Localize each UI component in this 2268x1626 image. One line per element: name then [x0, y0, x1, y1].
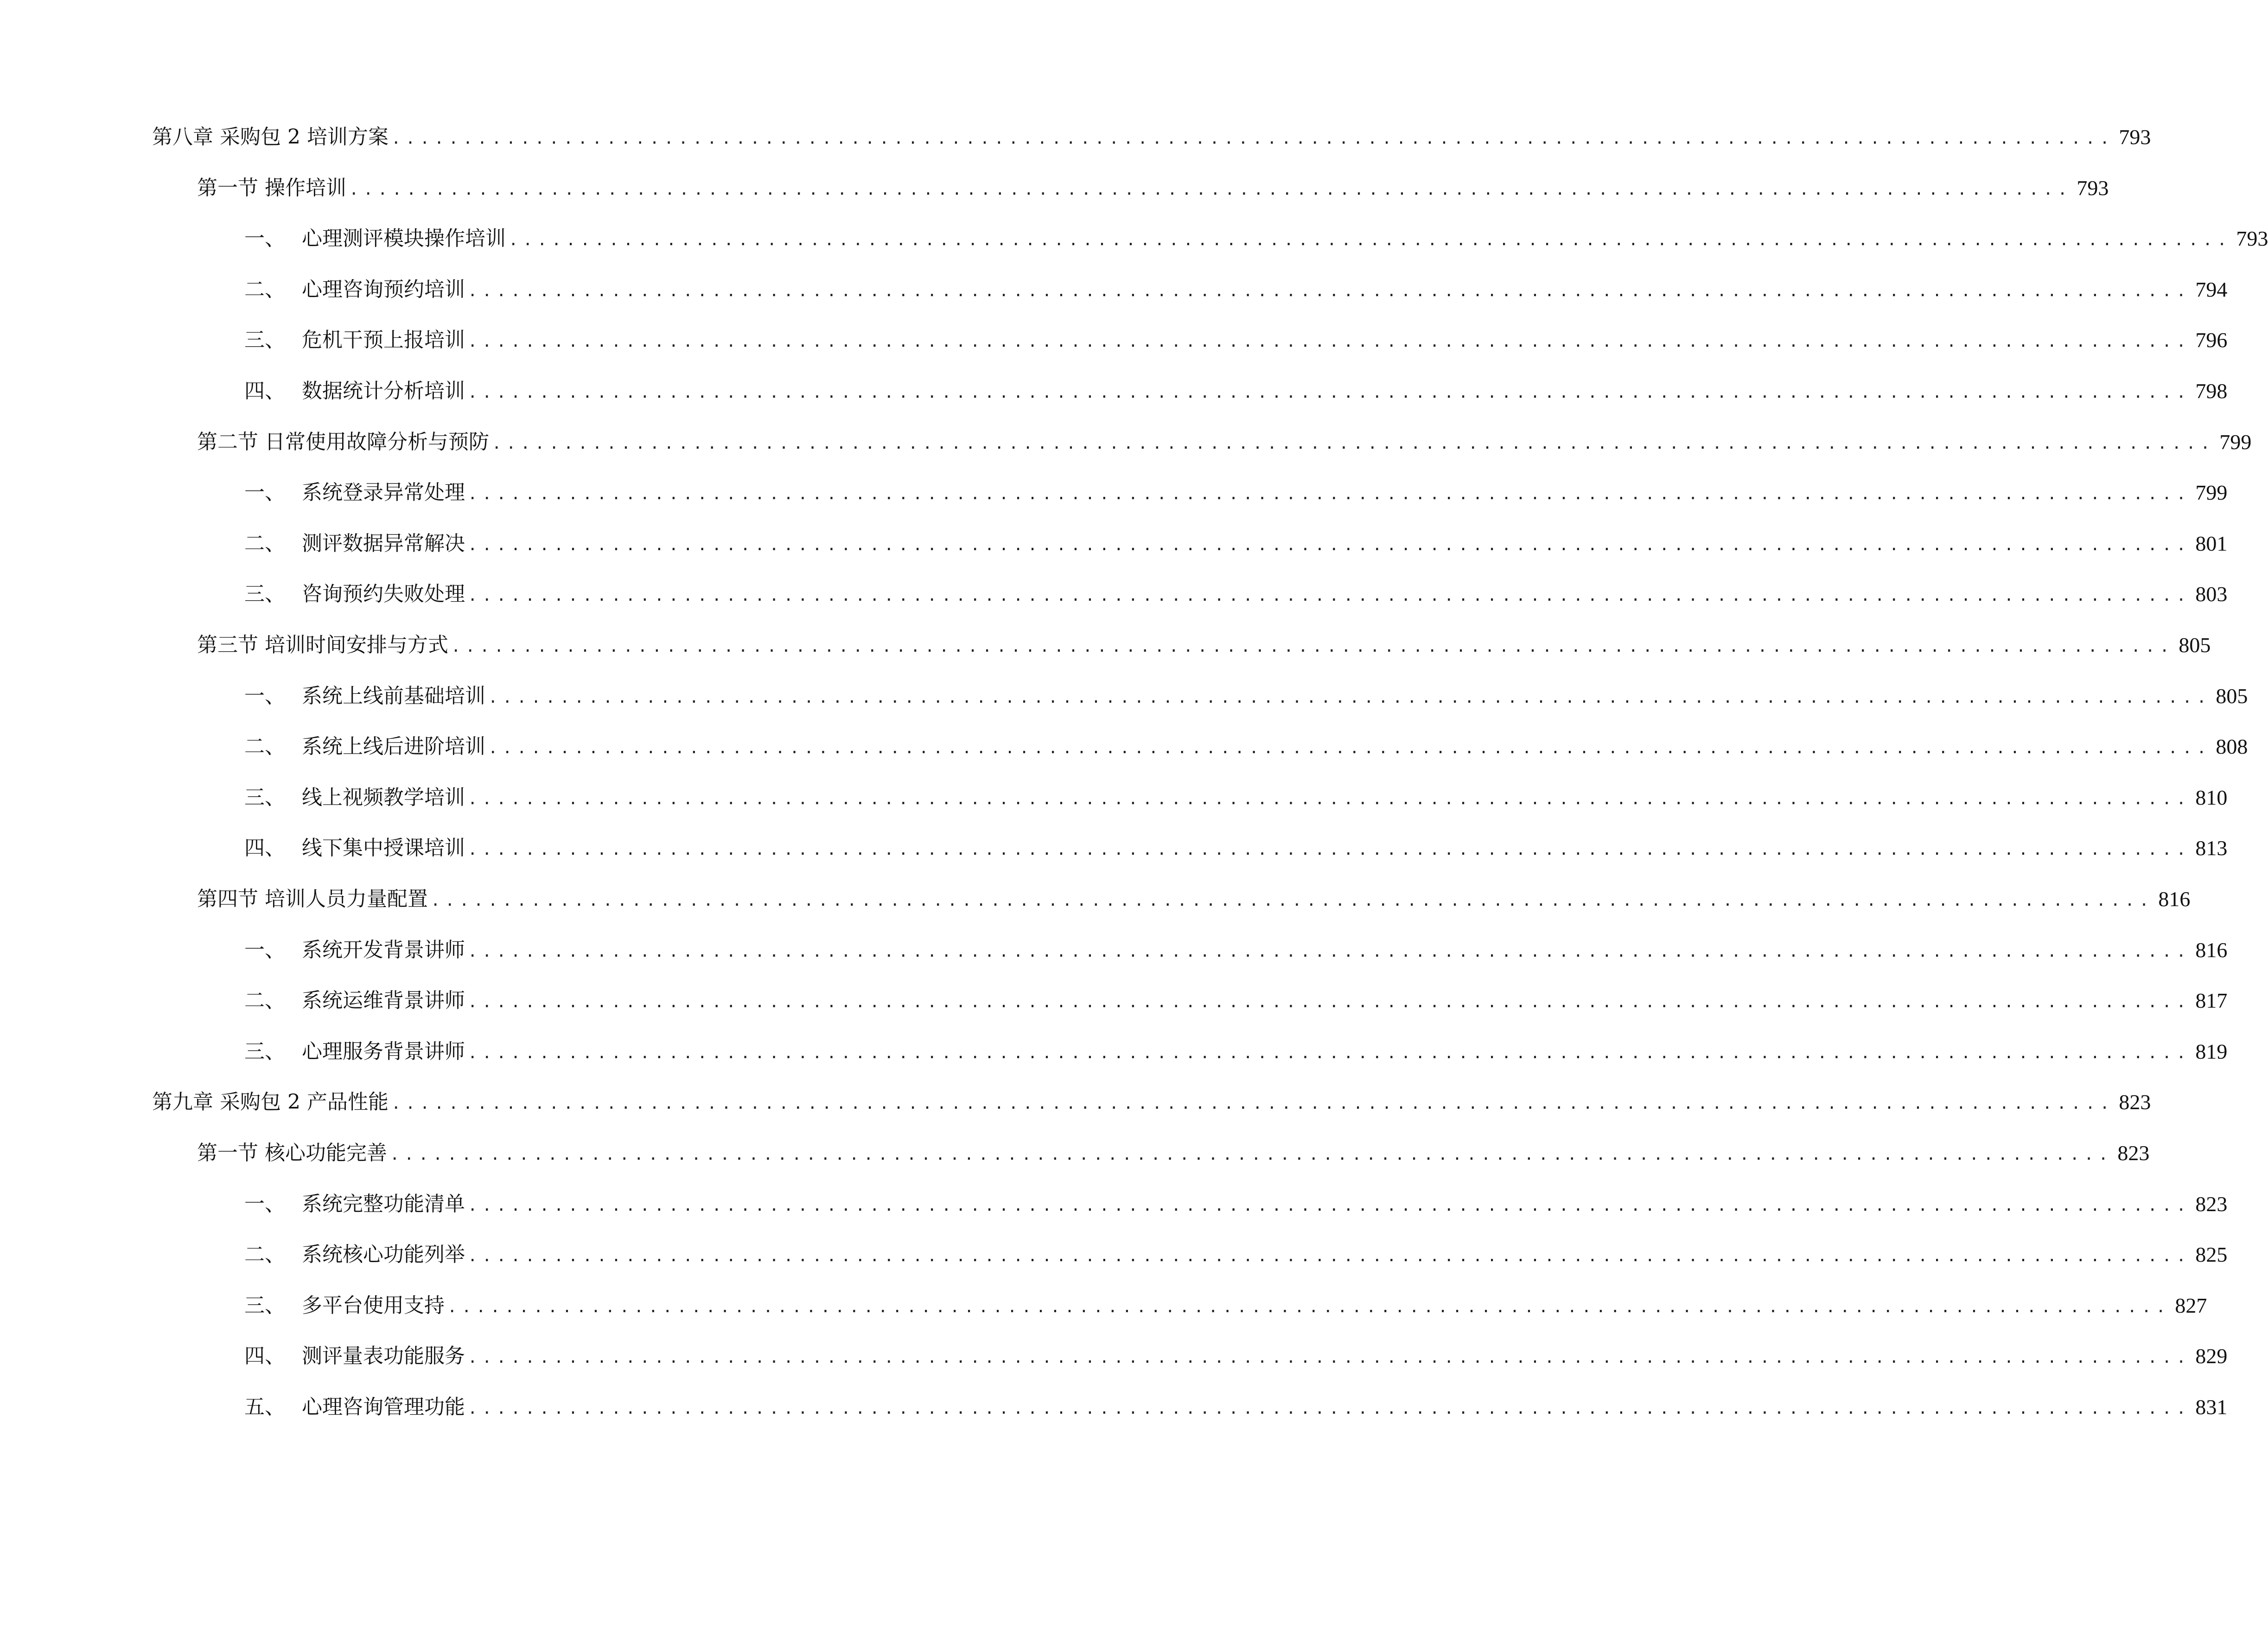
- toc-dot-leader: ........................................................................................................................: [391, 1094, 2115, 1113]
- toc-page-number: 823: [2195, 1192, 2228, 1216]
- toc-entry-label: [244, 1389, 468, 1426]
- toc-entry-marker: 四、: [244, 1344, 285, 1368]
- toc-dot-leader: ........................................................................................................................: [468, 1348, 2191, 1367]
- toc-entry-title: 系统上线后进阶培训: [302, 735, 485, 758]
- toc-entry[interactable]: [244, 220, 2268, 257]
- toc-entry-title: 心理测评模块操作培训: [302, 227, 506, 250]
- toc-entry-label: [197, 170, 349, 207]
- toc-page-number: 793: [2077, 176, 2109, 200]
- toc-page-number: 798: [2195, 379, 2228, 403]
- toc-entry[interactable]: [244, 271, 2228, 308]
- toc-entry-title: 心理咨询预约培训: [302, 278, 465, 301]
- toc-entry[interactable]: [244, 932, 2228, 969]
- toc-entry[interactable]: [244, 322, 2228, 359]
- toc-entry-label: [244, 525, 468, 562]
- toc-dot-leader: ........................................................................................................................: [468, 993, 2191, 1011]
- toc-dot-leader: ........................................................................................................................: [468, 485, 2191, 503]
- toc-page-number: 816: [2195, 938, 2228, 962]
- toc-page-number: 799: [2219, 430, 2252, 454]
- toc-entry-title: 第一节 操作培训: [197, 176, 346, 200]
- toc-entry-marker: 二、: [244, 532, 285, 555]
- toc-entry-title: 测评量表功能服务: [302, 1344, 465, 1368]
- toc-entry[interactable]: [244, 830, 2228, 867]
- toc-entry-title: 第九章 采购包 2 产品性能: [152, 1090, 389, 1114]
- toc-entry-marker: 二、: [244, 278, 285, 301]
- toc-entry[interactable]: [244, 1287, 2207, 1324]
- toc-dot-leader: ........................................................................................................................: [468, 536, 2191, 554]
- toc-entry-label: [244, 576, 468, 613]
- toc-entry-label: [244, 271, 468, 308]
- toc-page-number: 817: [2195, 989, 2228, 1012]
- toc-page-number: 816: [2158, 887, 2191, 911]
- toc-dot-leader: ........................................................................................................................: [468, 840, 2191, 859]
- toc-page-number: 793: [2236, 227, 2268, 250]
- toc-page-number: 801: [2195, 532, 2228, 555]
- toc-entry-title: 系统开发背景讲师: [302, 938, 465, 962]
- toc-page-number: 794: [2195, 278, 2228, 301]
- toc-entry-label: [197, 881, 431, 918]
- toc-entry-label: [152, 1084, 391, 1121]
- toc-dot-leader: ........................................................................................................................: [468, 282, 2191, 300]
- toc-dot-leader: ........................................................................................................................: [488, 739, 2211, 757]
- toc-entry-title: 多平台使用支持: [302, 1294, 445, 1317]
- toc-entry-title: 危机干预上报培训: [302, 328, 465, 352]
- toc-page-number: 799: [2195, 481, 2228, 504]
- toc-entry-title: 咨询预约失败处理: [302, 582, 465, 606]
- toc-entry-marker: 二、: [244, 735, 285, 758]
- toc-entry[interactable]: [244, 779, 2228, 816]
- toc-dot-leader: ........................................................................................................................: [468, 942, 2191, 961]
- toc-entry[interactable]: [197, 881, 2191, 918]
- toc-entry-label: [244, 220, 509, 257]
- toc-page-number: 805: [2216, 684, 2248, 708]
- toc-entry-label: [244, 1236, 468, 1273]
- toc-entry-title: 第八章 采购包 2 培训方案: [152, 125, 389, 149]
- toc-entry-title: 数据统计分析培训: [302, 379, 465, 403]
- toc-page-number: 813: [2195, 836, 2228, 860]
- toc-dot-leader: ........................................................................................................................: [468, 1247, 2191, 1265]
- toc-dot-leader: ........................................................................................................................: [488, 688, 2211, 707]
- toc-entry-title: 第二节 日常使用故障分析与预防: [197, 430, 489, 454]
- toc-page-number: 823: [2117, 1141, 2150, 1165]
- toc-entry[interactable]: [244, 1236, 2228, 1273]
- toc-entry-marker: 三、: [244, 328, 285, 352]
- toc-entry-label: [244, 1186, 468, 1223]
- toc-dot-leader: ........................................................................................................................: [468, 586, 2191, 605]
- toc-dot-leader: ........................................................................................................................: [451, 637, 2174, 656]
- toc-entry-title: 第一节 核心功能完善: [197, 1141, 387, 1165]
- toc-entry-label: [244, 728, 488, 765]
- toc-entry-marker: 五、: [244, 1395, 285, 1419]
- toc-entry[interactable]: [244, 474, 2228, 511]
- toc-entry-marker: 一、: [244, 481, 285, 504]
- toc-entry-marker: 三、: [244, 786, 285, 809]
- toc-entry[interactable]: [244, 525, 2228, 562]
- toc-entry-marker: 一、: [244, 1192, 285, 1216]
- toc-entry[interactable]: [197, 170, 2109, 207]
- toc-entry-marker: 四、: [244, 836, 285, 860]
- toc-dot-leader: ........................................................................................................................: [390, 1145, 2113, 1164]
- toc-entry[interactable]: [244, 1033, 2228, 1070]
- toc-entry-label: [244, 830, 468, 867]
- toc-entry[interactable]: [197, 1135, 2150, 1172]
- toc-dot-leader: ........................................................................................................................: [492, 434, 2215, 453]
- toc-dot-leader: ........................................................................................................................: [468, 383, 2191, 402]
- toc-page-number: 825: [2195, 1243, 2228, 1266]
- toc-dot-leader: ........................................................................................................................: [349, 180, 2072, 199]
- toc-entry[interactable]: [244, 1338, 2228, 1375]
- toc-entry-title: 第四节 培训人员力量配置: [197, 887, 428, 911]
- toc-page-number: 805: [2179, 633, 2211, 657]
- toc-entry-label: [244, 678, 488, 715]
- toc-entry-label: [197, 424, 492, 461]
- toc-dot-leader: ........................................................................................................................: [431, 891, 2154, 910]
- toc-entry-title: 测评数据异常解决: [302, 532, 465, 555]
- toc-entry-marker: 一、: [244, 227, 285, 250]
- toc-entry-label: [244, 932, 468, 969]
- toc-entry[interactable]: [244, 982, 2228, 1019]
- toc-entry-title: 第三节 培训时间安排与方式: [197, 633, 448, 657]
- toc-entry[interactable]: [197, 627, 2211, 664]
- toc-page-number: 796: [2195, 328, 2228, 352]
- toc-entry-marker: 二、: [244, 989, 285, 1012]
- toc-dot-leader: ........................................................................................................................: [447, 1298, 2171, 1316]
- toc-page-number: 831: [2195, 1395, 2228, 1419]
- toc-page-number: 827: [2175, 1294, 2207, 1317]
- toc-entry-title: 系统运维背景讲师: [302, 989, 465, 1012]
- toc-page-number: 829: [2195, 1344, 2228, 1368]
- toc-entry-label: [244, 1338, 468, 1375]
- toc-entry[interactable]: [244, 1389, 2228, 1426]
- toc-page-number: 819: [2195, 1040, 2228, 1063]
- toc-dot-leader: ........................................................................................................................: [468, 332, 2191, 351]
- toc-entry-marker: 一、: [244, 938, 285, 962]
- toc-dot-leader: ........................................................................................................................: [468, 1399, 2191, 1418]
- toc-entry-marker: 三、: [244, 1040, 285, 1063]
- toc-entry-marker: 一、: [244, 684, 285, 708]
- toc-entry[interactable]: [197, 424, 2252, 461]
- toc-dot-leader: ........................................................................................................................: [509, 231, 2232, 249]
- toc-entry[interactable]: [244, 576, 2228, 613]
- toc-entry-marker: 三、: [244, 1294, 285, 1317]
- toc-page-number: 808: [2216, 735, 2248, 758]
- toc-entry-title: 线上视频教学培训: [302, 786, 465, 809]
- toc-entry[interactable]: [244, 1186, 2228, 1223]
- toc-entry[interactable]: [244, 373, 2228, 410]
- toc-entry-title: 线下集中授课培训: [302, 836, 465, 860]
- toc-entry-marker: 二、: [244, 1243, 285, 1266]
- toc-dot-leader: ........................................................................................................................: [468, 1044, 2191, 1062]
- toc-entry-title: 系统完整功能清单: [302, 1192, 465, 1216]
- toc-page-number: 803: [2195, 582, 2228, 606]
- toc-entry-title: 系统核心功能列举: [302, 1243, 465, 1266]
- toc-page-number: 823: [2119, 1090, 2151, 1114]
- toc-entry-label: [197, 627, 451, 664]
- toc-entry-label: [244, 779, 468, 816]
- toc-entry-label: [152, 119, 391, 156]
- toc-entry[interactable]: [244, 678, 2248, 715]
- toc-entry-label: [244, 322, 468, 359]
- toc-entry-title: 心理咨询管理功能: [302, 1395, 465, 1419]
- toc-entry-label: [244, 1033, 468, 1070]
- toc-entry-title: 心理服务背景讲师: [302, 1040, 465, 1063]
- toc-entry-title: 系统上线前基础培训: [302, 684, 485, 708]
- toc-dot-leader: ........................................................................................................................: [468, 1196, 2191, 1215]
- toc-entry[interactable]: [152, 119, 2151, 156]
- toc-page-number: 793: [2119, 125, 2151, 149]
- toc-entry-label: [197, 1135, 390, 1172]
- toc-entry-label: [244, 373, 468, 410]
- toc-entry-marker: 三、: [244, 582, 285, 606]
- toc-entry[interactable]: [244, 728, 2248, 765]
- toc-page-number: 810: [2195, 786, 2228, 809]
- toc-entry-marker: 四、: [244, 379, 285, 403]
- toc-dot-leader: ........................................................................................................................: [391, 129, 2115, 148]
- toc-entry-label: [244, 1287, 447, 1324]
- toc-entry[interactable]: [152, 1084, 2151, 1121]
- toc-entry-label: [244, 982, 468, 1019]
- toc-dot-leader: ........................................................................................................................: [468, 790, 2191, 808]
- toc-entry-title: 系统登录异常处理: [302, 481, 465, 504]
- toc-entry-label: [244, 474, 468, 511]
